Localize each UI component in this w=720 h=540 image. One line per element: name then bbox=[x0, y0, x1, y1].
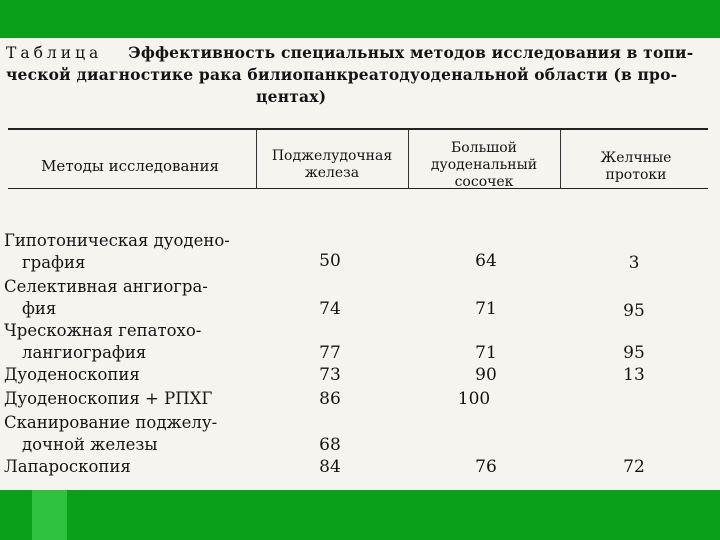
header-ducts-line-2: протоки bbox=[605, 167, 667, 183]
header-bottom-rule bbox=[8, 188, 708, 189]
value-ducts: 95 bbox=[623, 343, 645, 363]
method-name-line: Селективная ангиогра- bbox=[4, 277, 208, 296]
header-ducts-line-1: Желчные bbox=[600, 150, 672, 166]
value-papilla: 90 bbox=[475, 365, 497, 385]
value-pancreas: 86 bbox=[319, 389, 341, 409]
column-divider bbox=[408, 130, 409, 188]
value-papilla: 76 bbox=[475, 457, 497, 477]
value-papilla: 100 bbox=[457, 389, 491, 409]
column-divider bbox=[256, 130, 257, 188]
caption-line-2: ческой диагностике рака билиопанкреатодуоденальной области (в про- bbox=[6, 65, 678, 84]
header-pancreas-line-2: железа bbox=[304, 165, 360, 181]
column-divider bbox=[560, 130, 561, 188]
value-ducts: 13 bbox=[623, 365, 645, 385]
header-papilla bbox=[414, 140, 554, 191]
value-pancreas: 50 bbox=[319, 251, 341, 271]
caption-line-1: Эффективность специальных методов исследования в топи- bbox=[128, 43, 694, 62]
header-pancreas-line-1: Поджелудочная bbox=[271, 148, 393, 164]
method-name-continuation: графия bbox=[22, 253, 86, 272]
value-papilla: 71 bbox=[475, 343, 497, 363]
table-caption bbox=[6, 42, 706, 108]
value-ducts: 72 bbox=[623, 457, 645, 477]
caption-lead: Таблица bbox=[6, 44, 103, 62]
value-papilla: 64 bbox=[475, 251, 497, 271]
value-ducts: 3 bbox=[628, 253, 640, 273]
value-ducts: 95 bbox=[623, 301, 645, 321]
value-pancreas: 73 bbox=[319, 365, 341, 385]
value-pancreas: 68 bbox=[319, 435, 341, 455]
value-papilla: 71 bbox=[475, 299, 497, 319]
value-pancreas: 84 bbox=[319, 457, 341, 477]
slide-top-band bbox=[0, 0, 720, 38]
value-pancreas: 74 bbox=[319, 299, 341, 319]
method-name: Лапароскопия bbox=[4, 457, 131, 476]
method-name-line: Сканирование поджелу- bbox=[4, 413, 218, 432]
method-name: Дуоденоскопия bbox=[4, 365, 140, 384]
header-ducts bbox=[566, 150, 706, 184]
bottom-accent-square bbox=[32, 490, 67, 540]
header-pancreas bbox=[262, 148, 402, 182]
header-papilla-line-3: сосочек bbox=[454, 174, 514, 190]
method-name bbox=[4, 276, 242, 320]
scanned-table-page bbox=[0, 38, 720, 490]
method-name-continuation: дочной железы bbox=[22, 435, 158, 454]
method-name-line: Чрескожная гепатохо- bbox=[4, 321, 202, 340]
value-pancreas: 77 bbox=[319, 343, 341, 363]
method-name bbox=[4, 412, 242, 456]
method-name-continuation: фия bbox=[22, 299, 57, 318]
method-name bbox=[4, 230, 242, 274]
table-top-rule bbox=[8, 128, 708, 130]
method-name-continuation: лангиография bbox=[22, 343, 147, 362]
slide-bottom-band bbox=[0, 490, 720, 540]
header-papilla-line-2: дуоденальный bbox=[430, 157, 538, 173]
method-name-line: Гипотоническая дуодено- bbox=[4, 231, 230, 250]
header-methods: Методы исследования bbox=[41, 157, 219, 175]
method-name bbox=[4, 320, 242, 364]
header-papilla-line-1: Большой bbox=[450, 140, 517, 156]
method-name: Дуоденоскопия + РПХГ bbox=[4, 389, 213, 408]
caption-line-3: центах) bbox=[256, 87, 327, 106]
